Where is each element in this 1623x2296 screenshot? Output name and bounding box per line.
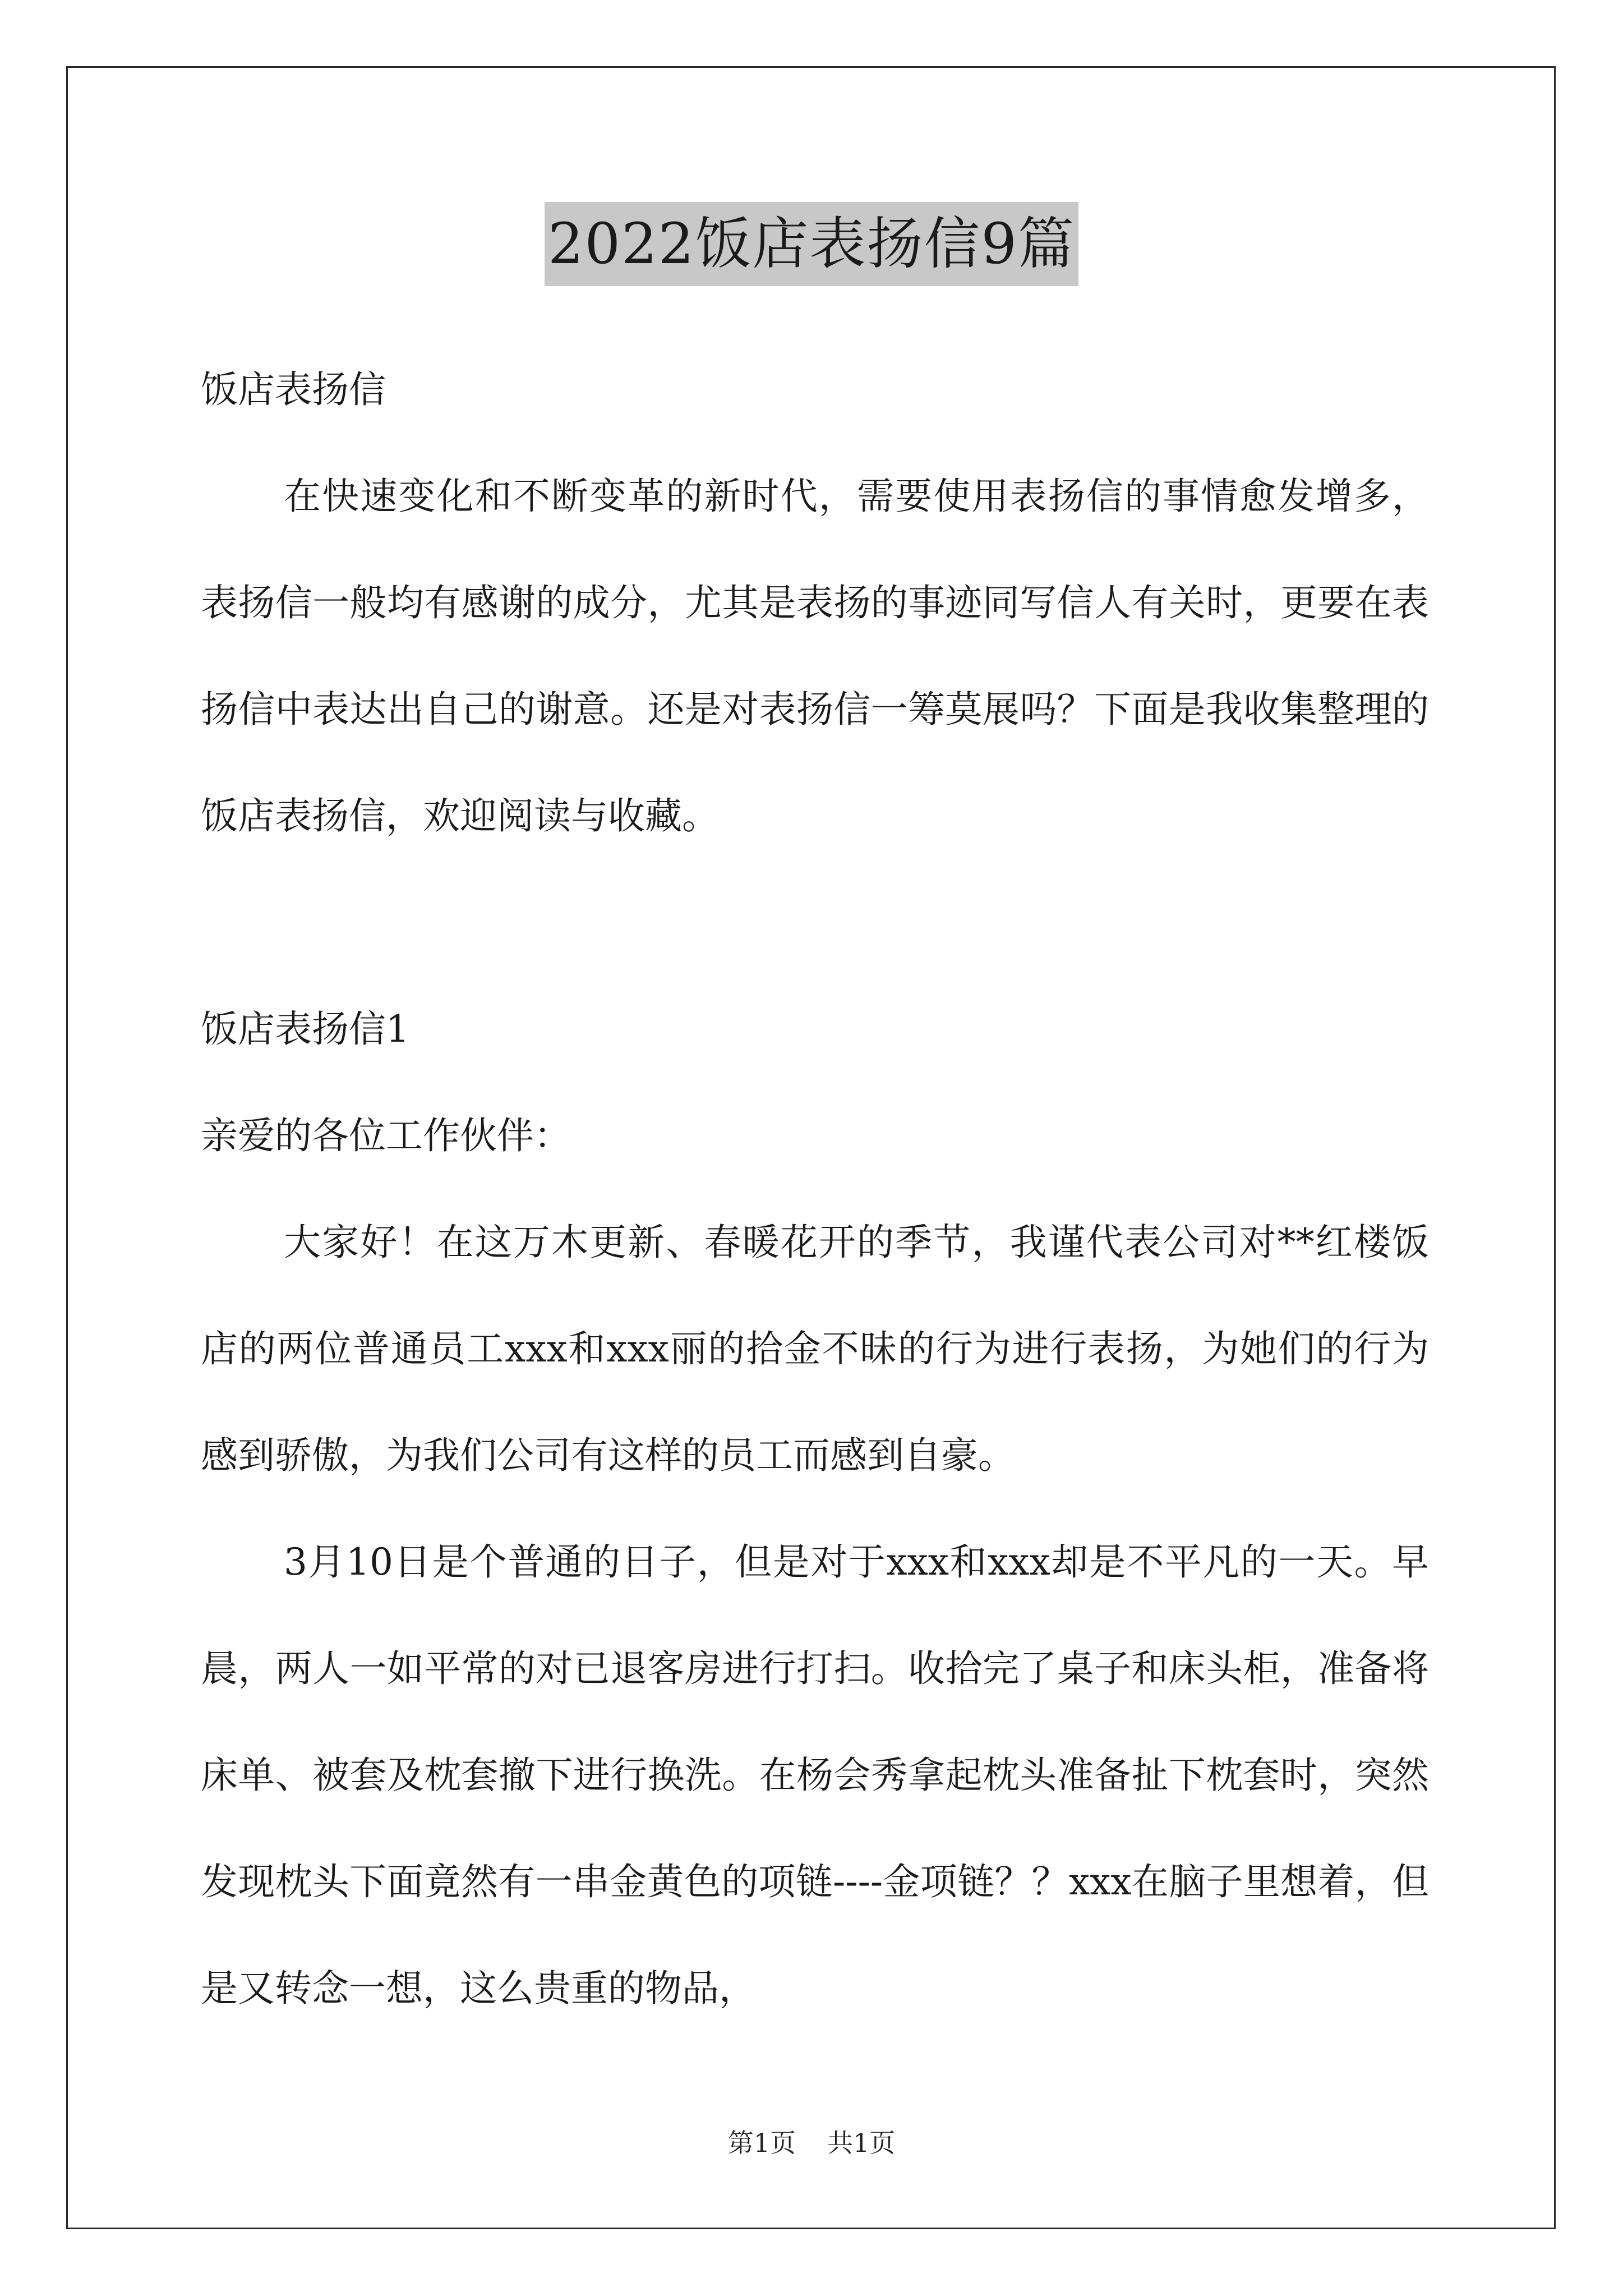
document-title: 2022饭店表扬信9篇 bbox=[545, 202, 1078, 286]
document-body bbox=[201, 337, 1429, 2042]
salutation: 亲爱的各位工作伙伴： bbox=[201, 1114, 571, 1157]
body-paragraph-1: 大家好！在这万木更新、春暖花开的季节，我谨代表公司对**红楼饭店的两位普通员工xxx和xxx丽的拾金不昧的行为进行表扬，为她们的行为感到骄傲，为我们公司有这样的员工而感到自豪。 bbox=[201, 1221, 1429, 1477]
page-number: 第1页 bbox=[727, 2128, 796, 2158]
intro-paragraph: 在快速变化和不断变革的新时代，需要使用表扬信的事情愈发增多，表扬信一般均有感谢的成分，尤其是表扬的事迹同写信人有关时，更要在表扬信中表达出自己的谢意。还是对表扬信一筹莫展吗？下面是我收集整理的饭店表扬信，欢迎阅读与收藏。 bbox=[201, 475, 1429, 838]
section-heading: 饭店表扬信 bbox=[201, 368, 386, 411]
section-spacer bbox=[201, 869, 1429, 976]
title-container bbox=[0, 202, 1623, 286]
page-footer bbox=[0, 2126, 1623, 2160]
letter-heading: 饭店表扬信1 bbox=[201, 1007, 409, 1051]
body-paragraph-2: 3月10日是个普通的日子，但是对于xxx和xxx却是不平凡的一天。早晨，两人一如平常的对已退客房进行打扫。收拾完了桌子和床头柜，准备将床单、被套及枕套撤下进行换洗。在杨会秀拿起枕头准备扯下枕套时，突然发现枕头下面竟然有一串金黄色的项链----金项链？？xxx在脑子里想着，但是又转念一想，这么贵重的物品， bbox=[201, 1540, 1429, 2010]
page-total: 共1页 bbox=[827, 2128, 896, 2158]
